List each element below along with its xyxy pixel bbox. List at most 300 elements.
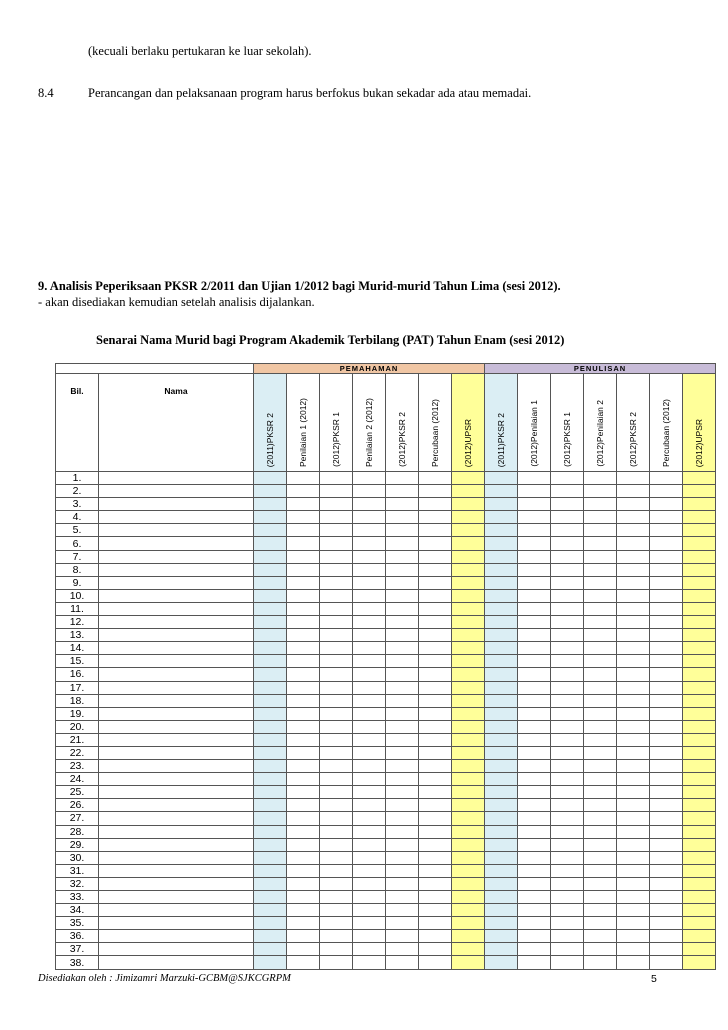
penulisan-col-2-cell[interactable] (518, 589, 551, 602)
name-cell[interactable] (99, 511, 254, 524)
penulisan-col-7-cell[interactable] (683, 707, 716, 720)
penulisan-col-2-cell[interactable] (518, 472, 551, 485)
pemahaman-col-1-cell[interactable] (254, 498, 287, 511)
penulisan-col-1-cell[interactable] (485, 498, 518, 511)
pemahaman-col-2-cell[interactable] (287, 642, 320, 655)
pemahaman-col-1-cell[interactable] (254, 838, 287, 851)
penulisan-col-3-cell[interactable] (551, 655, 584, 668)
pemahaman-col-6-cell[interactable] (419, 563, 452, 576)
penulisan-col-3-cell[interactable] (551, 812, 584, 825)
penulisan-col-4-cell[interactable] (584, 891, 617, 904)
pemahaman-col-6-cell[interactable] (419, 746, 452, 759)
penulisan-col-3-cell[interactable] (551, 943, 584, 956)
pemahaman-col-5-cell[interactable] (386, 864, 419, 877)
penulisan-col-4-cell[interactable] (584, 956, 617, 969)
pemahaman-col-6-cell[interactable] (419, 917, 452, 930)
penulisan-col-2-cell[interactable] (518, 760, 551, 773)
pemahaman-col-5-cell[interactable] (386, 733, 419, 746)
penulisan-col-2-cell[interactable] (518, 864, 551, 877)
penulisan-col-4-cell[interactable] (584, 602, 617, 615)
pemahaman-col-7-cell[interactable] (452, 537, 485, 550)
pemahaman-col-3-cell[interactable] (320, 694, 353, 707)
name-cell[interactable] (99, 498, 254, 511)
penulisan-col-6-cell[interactable] (650, 576, 683, 589)
penulisan-col-5-cell[interactable] (617, 655, 650, 668)
penulisan-col-4-cell[interactable] (584, 877, 617, 890)
penulisan-col-7-cell[interactable] (683, 917, 716, 930)
pemahaman-col-3-cell[interactable] (320, 642, 353, 655)
pemahaman-col-7-cell[interactable] (452, 524, 485, 537)
penulisan-col-4-cell[interactable] (584, 786, 617, 799)
pemahaman-col-1-cell[interactable] (254, 904, 287, 917)
pemahaman-col-6-cell[interactable] (419, 733, 452, 746)
name-cell[interactable] (99, 838, 254, 851)
pemahaman-col-7-cell[interactable] (452, 825, 485, 838)
penulisan-col-1-cell[interactable] (485, 616, 518, 629)
penulisan-col-2-cell[interactable] (518, 943, 551, 956)
pemahaman-col-6-cell[interactable] (419, 799, 452, 812)
pemahaman-col-1-cell[interactable] (254, 943, 287, 956)
pemahaman-col-2-cell[interactable] (287, 799, 320, 812)
pemahaman-col-2-cell[interactable] (287, 956, 320, 969)
pemahaman-col-1-cell[interactable] (254, 602, 287, 615)
penulisan-col-4-cell[interactable] (584, 537, 617, 550)
pemahaman-col-2-cell[interactable] (287, 707, 320, 720)
pemahaman-col-4-cell[interactable] (353, 524, 386, 537)
pemahaman-col-5-cell[interactable] (386, 943, 419, 956)
pemahaman-col-4-cell[interactable] (353, 930, 386, 943)
pemahaman-col-3-cell[interactable] (320, 773, 353, 786)
penulisan-col-2-cell[interactable] (518, 838, 551, 851)
penulisan-col-7-cell[interactable] (683, 825, 716, 838)
pemahaman-col-5-cell[interactable] (386, 746, 419, 759)
pemahaman-col-6-cell[interactable] (419, 616, 452, 629)
pemahaman-col-7-cell[interactable] (452, 576, 485, 589)
penulisan-col-1-cell[interactable] (485, 655, 518, 668)
pemahaman-col-3-cell[interactable] (320, 550, 353, 563)
penulisan-col-3-cell[interactable] (551, 904, 584, 917)
pemahaman-col-1-cell[interactable] (254, 694, 287, 707)
pemahaman-col-3-cell[interactable] (320, 616, 353, 629)
pemahaman-col-6-cell[interactable] (419, 864, 452, 877)
pemahaman-col-6-cell[interactable] (419, 825, 452, 838)
penulisan-col-1-cell[interactable] (485, 799, 518, 812)
penulisan-col-7-cell[interactable] (683, 563, 716, 576)
pemahaman-col-6-cell[interactable] (419, 904, 452, 917)
pemahaman-col-5-cell[interactable] (386, 485, 419, 498)
pemahaman-col-6-cell[interactable] (419, 838, 452, 851)
name-cell[interactable] (99, 760, 254, 773)
pemahaman-col-5-cell[interactable] (386, 720, 419, 733)
pemahaman-col-5-cell[interactable] (386, 786, 419, 799)
pemahaman-col-6-cell[interactable] (419, 602, 452, 615)
penulisan-col-6-cell[interactable] (650, 930, 683, 943)
pemahaman-col-3-cell[interactable] (320, 668, 353, 681)
pemahaman-col-6-cell[interactable] (419, 511, 452, 524)
name-cell[interactable] (99, 563, 254, 576)
pemahaman-col-1-cell[interactable] (254, 707, 287, 720)
pemahaman-col-4-cell[interactable] (353, 917, 386, 930)
penulisan-col-2-cell[interactable] (518, 616, 551, 629)
pemahaman-col-6-cell[interactable] (419, 786, 452, 799)
penulisan-col-4-cell[interactable] (584, 864, 617, 877)
pemahaman-col-3-cell[interactable] (320, 760, 353, 773)
penulisan-col-6-cell[interactable] (650, 917, 683, 930)
penulisan-col-3-cell[interactable] (551, 891, 584, 904)
pemahaman-col-4-cell[interactable] (353, 537, 386, 550)
penulisan-col-5-cell[interactable] (617, 498, 650, 511)
penulisan-col-7-cell[interactable] (683, 629, 716, 642)
pemahaman-col-2-cell[interactable] (287, 838, 320, 851)
pemahaman-col-6-cell[interactable] (419, 681, 452, 694)
pemahaman-col-3-cell[interactable] (320, 825, 353, 838)
pemahaman-col-4-cell[interactable] (353, 786, 386, 799)
penulisan-col-7-cell[interactable] (683, 524, 716, 537)
penulisan-col-1-cell[interactable] (485, 602, 518, 615)
penulisan-col-3-cell[interactable] (551, 563, 584, 576)
pemahaman-col-1-cell[interactable] (254, 589, 287, 602)
pemahaman-col-2-cell[interactable] (287, 825, 320, 838)
pemahaman-col-7-cell[interactable] (452, 563, 485, 576)
penulisan-col-1-cell[interactable] (485, 576, 518, 589)
penulisan-col-2-cell[interactable] (518, 733, 551, 746)
pemahaman-col-5-cell[interactable] (386, 629, 419, 642)
pemahaman-col-2-cell[interactable] (287, 891, 320, 904)
penulisan-col-7-cell[interactable] (683, 720, 716, 733)
penulisan-col-2-cell[interactable] (518, 511, 551, 524)
penulisan-col-7-cell[interactable] (683, 904, 716, 917)
name-cell[interactable] (99, 576, 254, 589)
pemahaman-col-5-cell[interactable] (386, 472, 419, 485)
penulisan-col-7-cell[interactable] (683, 956, 716, 969)
penulisan-col-1-cell[interactable] (485, 550, 518, 563)
pemahaman-col-6-cell[interactable] (419, 773, 452, 786)
penulisan-col-4-cell[interactable] (584, 576, 617, 589)
pemahaman-col-7-cell[interactable] (452, 773, 485, 786)
penulisan-col-1-cell[interactable] (485, 904, 518, 917)
pemahaman-col-2-cell[interactable] (287, 655, 320, 668)
penulisan-col-5-cell[interactable] (617, 838, 650, 851)
pemahaman-col-1-cell[interactable] (254, 668, 287, 681)
penulisan-col-7-cell[interactable] (683, 746, 716, 759)
penulisan-col-6-cell[interactable] (650, 864, 683, 877)
pemahaman-col-1-cell[interactable] (254, 629, 287, 642)
pemahaman-col-6-cell[interactable] (419, 720, 452, 733)
pemahaman-col-3-cell[interactable] (320, 629, 353, 642)
penulisan-col-5-cell[interactable] (617, 746, 650, 759)
penulisan-col-2-cell[interactable] (518, 642, 551, 655)
penulisan-col-5-cell[interactable] (617, 904, 650, 917)
name-cell[interactable] (99, 485, 254, 498)
penulisan-col-6-cell[interactable] (650, 524, 683, 537)
pemahaman-col-1-cell[interactable] (254, 956, 287, 969)
pemahaman-col-6-cell[interactable] (419, 707, 452, 720)
name-cell[interactable] (99, 930, 254, 943)
pemahaman-col-4-cell[interactable] (353, 668, 386, 681)
penulisan-col-2-cell[interactable] (518, 773, 551, 786)
penulisan-col-5-cell[interactable] (617, 825, 650, 838)
penulisan-col-1-cell[interactable] (485, 524, 518, 537)
penulisan-col-6-cell[interactable] (650, 773, 683, 786)
pemahaman-col-7-cell[interactable] (452, 550, 485, 563)
pemahaman-col-5-cell[interactable] (386, 563, 419, 576)
penulisan-col-4-cell[interactable] (584, 720, 617, 733)
penulisan-col-1-cell[interactable] (485, 760, 518, 773)
pemahaman-col-3-cell[interactable] (320, 707, 353, 720)
penulisan-col-7-cell[interactable] (683, 799, 716, 812)
pemahaman-col-3-cell[interactable] (320, 537, 353, 550)
pemahaman-col-3-cell[interactable] (320, 917, 353, 930)
pemahaman-col-4-cell[interactable] (353, 655, 386, 668)
pemahaman-col-2-cell[interactable] (287, 694, 320, 707)
name-cell[interactable] (99, 616, 254, 629)
pemahaman-col-6-cell[interactable] (419, 629, 452, 642)
penulisan-col-2-cell[interactable] (518, 812, 551, 825)
penulisan-col-7-cell[interactable] (683, 550, 716, 563)
penulisan-col-4-cell[interactable] (584, 616, 617, 629)
penulisan-col-2-cell[interactable] (518, 891, 551, 904)
penulisan-col-4-cell[interactable] (584, 655, 617, 668)
name-cell[interactable] (99, 720, 254, 733)
penulisan-col-1-cell[interactable] (485, 707, 518, 720)
pemahaman-col-7-cell[interactable] (452, 589, 485, 602)
penulisan-col-4-cell[interactable] (584, 694, 617, 707)
penulisan-col-3-cell[interactable] (551, 668, 584, 681)
pemahaman-col-4-cell[interactable] (353, 694, 386, 707)
penulisan-col-3-cell[interactable] (551, 681, 584, 694)
pemahaman-col-3-cell[interactable] (320, 864, 353, 877)
penulisan-col-5-cell[interactable] (617, 773, 650, 786)
pemahaman-col-4-cell[interactable] (353, 550, 386, 563)
pemahaman-col-2-cell[interactable] (287, 773, 320, 786)
pemahaman-col-2-cell[interactable] (287, 877, 320, 890)
pemahaman-col-4-cell[interactable] (353, 864, 386, 877)
penulisan-col-3-cell[interactable] (551, 760, 584, 773)
pemahaman-col-1-cell[interactable] (254, 760, 287, 773)
penulisan-col-5-cell[interactable] (617, 733, 650, 746)
penulisan-col-5-cell[interactable] (617, 485, 650, 498)
penulisan-col-3-cell[interactable] (551, 472, 584, 485)
name-cell[interactable] (99, 851, 254, 864)
penulisan-col-7-cell[interactable] (683, 589, 716, 602)
pemahaman-col-7-cell[interactable] (452, 930, 485, 943)
pemahaman-col-7-cell[interactable] (452, 733, 485, 746)
pemahaman-col-5-cell[interactable] (386, 498, 419, 511)
name-cell[interactable] (99, 786, 254, 799)
penulisan-col-1-cell[interactable] (485, 681, 518, 694)
penulisan-col-2-cell[interactable] (518, 524, 551, 537)
pemahaman-col-6-cell[interactable] (419, 642, 452, 655)
name-cell[interactable] (99, 904, 254, 917)
penulisan-col-1-cell[interactable] (485, 668, 518, 681)
penulisan-col-1-cell[interactable] (485, 485, 518, 498)
pemahaman-col-1-cell[interactable] (254, 524, 287, 537)
penulisan-col-2-cell[interactable] (518, 655, 551, 668)
penulisan-col-3-cell[interactable] (551, 694, 584, 707)
penulisan-col-5-cell[interactable] (617, 930, 650, 943)
pemahaman-col-5-cell[interactable] (386, 956, 419, 969)
name-cell[interactable] (99, 707, 254, 720)
pemahaman-col-5-cell[interactable] (386, 773, 419, 786)
penulisan-col-1-cell[interactable] (485, 930, 518, 943)
penulisan-col-3-cell[interactable] (551, 799, 584, 812)
penulisan-col-3-cell[interactable] (551, 930, 584, 943)
pemahaman-col-3-cell[interactable] (320, 799, 353, 812)
pemahaman-col-7-cell[interactable] (452, 904, 485, 917)
penulisan-col-4-cell[interactable] (584, 746, 617, 759)
penulisan-col-4-cell[interactable] (584, 812, 617, 825)
penulisan-col-6-cell[interactable] (650, 485, 683, 498)
name-cell[interactable] (99, 799, 254, 812)
pemahaman-col-3-cell[interactable] (320, 746, 353, 759)
pemahaman-col-1-cell[interactable] (254, 563, 287, 576)
pemahaman-col-7-cell[interactable] (452, 694, 485, 707)
pemahaman-col-5-cell[interactable] (386, 694, 419, 707)
pemahaman-col-6-cell[interactable] (419, 550, 452, 563)
penulisan-col-3-cell[interactable] (551, 642, 584, 655)
name-cell[interactable] (99, 864, 254, 877)
penulisan-col-5-cell[interactable] (617, 550, 650, 563)
pemahaman-col-5-cell[interactable] (386, 930, 419, 943)
penulisan-col-4-cell[interactable] (584, 799, 617, 812)
penulisan-col-6-cell[interactable] (650, 720, 683, 733)
pemahaman-col-4-cell[interactable] (353, 904, 386, 917)
penulisan-col-1-cell[interactable] (485, 746, 518, 759)
penulisan-col-4-cell[interactable] (584, 589, 617, 602)
pemahaman-col-2-cell[interactable] (287, 851, 320, 864)
pemahaman-col-2-cell[interactable] (287, 616, 320, 629)
pemahaman-col-7-cell[interactable] (452, 812, 485, 825)
pemahaman-col-5-cell[interactable] (386, 524, 419, 537)
penulisan-col-1-cell[interactable] (485, 563, 518, 576)
pemahaman-col-1-cell[interactable] (254, 746, 287, 759)
penulisan-col-1-cell[interactable] (485, 537, 518, 550)
pemahaman-col-2-cell[interactable] (287, 563, 320, 576)
penulisan-col-1-cell[interactable] (485, 786, 518, 799)
penulisan-col-7-cell[interactable] (683, 576, 716, 589)
penulisan-col-5-cell[interactable] (617, 917, 650, 930)
pemahaman-col-1-cell[interactable] (254, 576, 287, 589)
name-cell[interactable] (99, 694, 254, 707)
pemahaman-col-7-cell[interactable] (452, 511, 485, 524)
pemahaman-col-4-cell[interactable] (353, 851, 386, 864)
penulisan-col-5-cell[interactable] (617, 891, 650, 904)
penulisan-col-4-cell[interactable] (584, 825, 617, 838)
penulisan-col-3-cell[interactable] (551, 851, 584, 864)
pemahaman-col-4-cell[interactable] (353, 485, 386, 498)
pemahaman-col-2-cell[interactable] (287, 524, 320, 537)
pemahaman-col-4-cell[interactable] (353, 576, 386, 589)
penulisan-col-4-cell[interactable] (584, 485, 617, 498)
pemahaman-col-3-cell[interactable] (320, 891, 353, 904)
pemahaman-col-6-cell[interactable] (419, 498, 452, 511)
pemahaman-col-7-cell[interactable] (452, 799, 485, 812)
pemahaman-col-2-cell[interactable] (287, 576, 320, 589)
penulisan-col-3-cell[interactable] (551, 707, 584, 720)
penulisan-col-1-cell[interactable] (485, 891, 518, 904)
penulisan-col-2-cell[interactable] (518, 537, 551, 550)
pemahaman-col-1-cell[interactable] (254, 864, 287, 877)
penulisan-col-7-cell[interactable] (683, 812, 716, 825)
pemahaman-col-2-cell[interactable] (287, 943, 320, 956)
penulisan-col-5-cell[interactable] (617, 877, 650, 890)
pemahaman-col-2-cell[interactable] (287, 760, 320, 773)
penulisan-col-7-cell[interactable] (683, 877, 716, 890)
pemahaman-col-3-cell[interactable] (320, 720, 353, 733)
penulisan-col-7-cell[interactable] (683, 472, 716, 485)
pemahaman-col-5-cell[interactable] (386, 707, 419, 720)
pemahaman-col-7-cell[interactable] (452, 681, 485, 694)
pemahaman-col-3-cell[interactable] (320, 563, 353, 576)
pemahaman-col-3-cell[interactable] (320, 655, 353, 668)
pemahaman-col-2-cell[interactable] (287, 668, 320, 681)
pemahaman-col-7-cell[interactable] (452, 838, 485, 851)
penulisan-col-5-cell[interactable] (617, 681, 650, 694)
penulisan-col-3-cell[interactable] (551, 589, 584, 602)
penulisan-col-5-cell[interactable] (617, 956, 650, 969)
pemahaman-col-1-cell[interactable] (254, 681, 287, 694)
penulisan-col-4-cell[interactable] (584, 773, 617, 786)
penulisan-col-3-cell[interactable] (551, 786, 584, 799)
pemahaman-col-4-cell[interactable] (353, 629, 386, 642)
name-cell[interactable] (99, 655, 254, 668)
penulisan-col-3-cell[interactable] (551, 629, 584, 642)
penulisan-col-6-cell[interactable] (650, 943, 683, 956)
pemahaman-col-6-cell[interactable] (419, 524, 452, 537)
penulisan-col-7-cell[interactable] (683, 838, 716, 851)
name-cell[interactable] (99, 589, 254, 602)
pemahaman-col-2-cell[interactable] (287, 537, 320, 550)
pemahaman-col-5-cell[interactable] (386, 681, 419, 694)
pemahaman-col-1-cell[interactable] (254, 851, 287, 864)
name-cell[interactable] (99, 773, 254, 786)
pemahaman-col-5-cell[interactable] (386, 812, 419, 825)
penulisan-col-6-cell[interactable] (650, 694, 683, 707)
pemahaman-col-5-cell[interactable] (386, 589, 419, 602)
pemahaman-col-1-cell[interactable] (254, 891, 287, 904)
pemahaman-col-2-cell[interactable] (287, 733, 320, 746)
pemahaman-col-4-cell[interactable] (353, 681, 386, 694)
penulisan-col-7-cell[interactable] (683, 930, 716, 943)
penulisan-col-2-cell[interactable] (518, 746, 551, 759)
pemahaman-col-3-cell[interactable] (320, 812, 353, 825)
penulisan-col-3-cell[interactable] (551, 511, 584, 524)
pemahaman-col-4-cell[interactable] (353, 589, 386, 602)
penulisan-col-3-cell[interactable] (551, 733, 584, 746)
pemahaman-col-7-cell[interactable] (452, 642, 485, 655)
pemahaman-col-4-cell[interactable] (353, 563, 386, 576)
pemahaman-col-6-cell[interactable] (419, 956, 452, 969)
penulisan-col-4-cell[interactable] (584, 472, 617, 485)
penulisan-col-4-cell[interactable] (584, 760, 617, 773)
pemahaman-col-2-cell[interactable] (287, 472, 320, 485)
pemahaman-col-1-cell[interactable] (254, 917, 287, 930)
penulisan-col-1-cell[interactable] (485, 956, 518, 969)
penulisan-col-1-cell[interactable] (485, 720, 518, 733)
penulisan-col-6-cell[interactable] (650, 851, 683, 864)
pemahaman-col-2-cell[interactable] (287, 602, 320, 615)
name-cell[interactable] (99, 629, 254, 642)
name-cell[interactable] (99, 943, 254, 956)
pemahaman-col-3-cell[interactable] (320, 956, 353, 969)
pemahaman-col-2-cell[interactable] (287, 930, 320, 943)
penulisan-col-7-cell[interactable] (683, 864, 716, 877)
pemahaman-col-7-cell[interactable] (452, 707, 485, 720)
name-cell[interactable] (99, 537, 254, 550)
penulisan-col-5-cell[interactable] (617, 537, 650, 550)
pemahaman-col-2-cell[interactable] (287, 746, 320, 759)
penulisan-col-5-cell[interactable] (617, 943, 650, 956)
